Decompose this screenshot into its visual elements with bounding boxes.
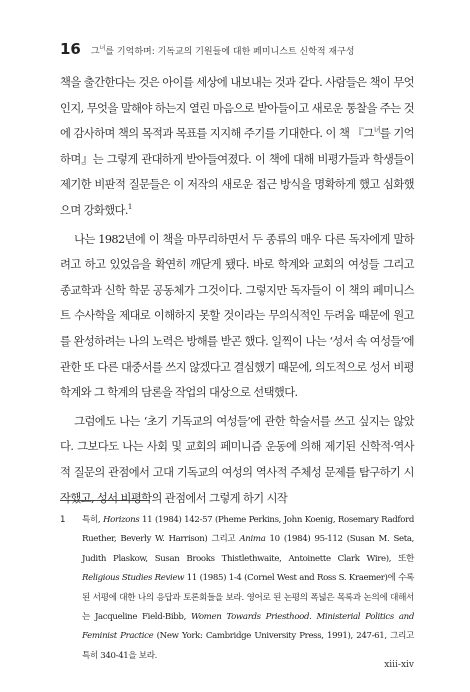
paragraph-2: 나는 1982년에 이 책을 마무리하면서 두 종류의 매우 다른 독자에게 말하려고 하고 있었음을 확연히 깨닫게 됐다. 바로 학계와 교회의 여성들 그리고 종교학과 신학 학문 공동체가 그것이다. 그렇지만 독자들이 이 책의 페미니스트 수사학을 제대로 이해하지 못할 것이라는 무의식적인 두려움 때문에 원고를 완성하려는 나의 노력은 방해를 받곤 했다. 일찍이 나는 ‘성서 속 여성들’에 관한 또 다른 대중서를 쓰지 않겠다고 결심했기 때문에, 의도적으로 성서 비평 학계와 그 학계의 담론을 작업의 대상으로 선택했다. bbox=[60, 232, 414, 400]
running-header bbox=[60, 40, 430, 58]
footnote-1 bbox=[60, 511, 414, 666]
footnote-number: 1 bbox=[60, 515, 66, 525]
footnote-divider bbox=[60, 500, 150, 501]
folio: xiii-xiv bbox=[384, 660, 414, 670]
body-text bbox=[60, 70, 414, 511]
footnote-ref-1: 1 bbox=[127, 203, 132, 212]
footnote-text: 특히, Horizons 11 (1984) 142-57 (Pheme Perkins, John Koenig, Rosemary Radford Ruether, Beverly W. Harrison) 그리고 Anima 10 (1984) 95-112 (Susan M. Seta, Judith Plaskow, Susan Brooks Thistlethwaite, Antoinette Clark Wire), 또한 Religious Studies Review 11 (1985) 1-4 (Cornel West and Ross S. Kraemer)에 수록된 서평에 대한 나의 응답과 토론회들을 보라. 영어로 된 논평의 폭넓은 목록과 논의에 대해서는 Jacqueline Field-Bibb, Women Towards Priesthood. Ministerial Politics and Feminist Practice (New York: Cambridge University Press, 1991), 247-61, 그리고 특히 340-41을 보라. bbox=[82, 515, 414, 661]
paragraph-3: 그럼에도 나는 ‘초기 기독교의 여성들’에 관한 학술서를 쓰고 싶지는 않았다. 그보다도 나는 사회 및 교회의 페미니즘 운동에 의해 제기된 신학적·역사적 질문의 관점에서 고대 기독교의 여성의 역사적 주체성 문제를 탐구하기 시작했고, 성서 비평학의 관점에서 그렇게 하기 시작 bbox=[60, 414, 414, 505]
page-number: 16 bbox=[60, 40, 81, 58]
running-title: 그$^녀$를 기억하며: 기독교의 기원들에 대한 페미니스트 신학적 재구성 bbox=[90, 45, 355, 57]
paragraph-1: 책을 출간한다는 것은 아이를 세상에 내보내는 것과 같다. 사람들은 책이 무엇인지, 무엇을 말해야 하는지 열린 마음으로 받아들이고 새로운 통찰을 주는 것에 감사하며 책의 목적과 목표를 지지해 주기를 기대한다. 이 책 『그$^녀$를 기억하며』는 그렇게 관대하게 받아들여졌다. 이 책에 대해 비평가들과 학생들이 제기한 비판적 질문들은 이 저작의 새로운 접근 방식을 명확하게 했고 심화했으며 강화했다.$^1$ bbox=[60, 76, 414, 217]
